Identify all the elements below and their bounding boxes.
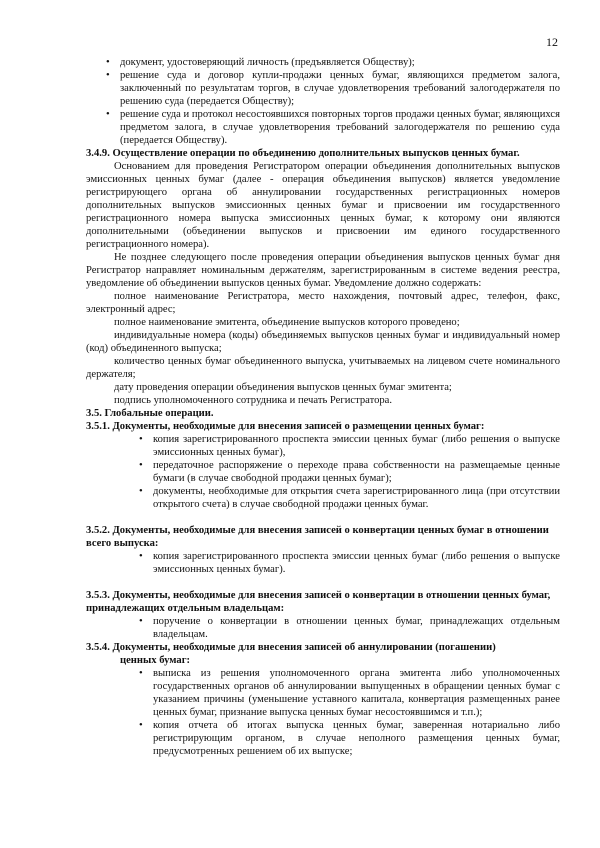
section-heading-3-5-2: 3.5.2. Документы, необходимые для внесения записей о конвертации ценных бумаг в отношении всего выпуска: (86, 525, 549, 549)
list-item: • выписка из решения уполномоченного органа эмитента либо уполномоченных государственных органов об аннулировании выпущенных в обращении ценных бумаг с указанием причины (уменьшение уставного капитала, конвертация размещенных ранее ценных бумаг, признание выпуска ценных бумаг несостоявшимся и т.п.); (139, 668, 560, 718)
list-item: • копия отчета об итогах выпуска ценных бумаг, заверенная нотариально либо регистрирующим органом, в случае неполного размещения ценных бумаг, предусмотренных решением об их выпуске; (139, 720, 560, 757)
bullet-icon: • (106, 70, 110, 81)
section-heading-3-5-3: 3.5.3. Документы, необходимые для внесения записей о конвертации в отношении ценных бумаг, принадлежащих отдельным владельцам: (86, 590, 551, 614)
page-content (86, 56, 560, 758)
bullet-icon: • (139, 720, 143, 731)
section-heading-3-5-4: 3.5.4. Документы, необходимые для внесения записей об аннулировании (погашении) (86, 642, 496, 653)
section-heading-3-5-1: 3.5.1. Документы, необходимые для внесения записей о размещении ценных бумаг: (86, 421, 485, 432)
notice-item: дату проведения операции объединения выпусков ценных бумаг эмитента; (114, 382, 452, 393)
section-heading-3-4-9: 3.4.9. Осуществление операции по объединению дополнительных выпусков ценных бумаг. (86, 148, 520, 159)
list-item: • решение суда и договор купли-продажи ценных бумаг, являющихся предметом залога, заключенный по результатам торгов, в случае удовлетворения требований залогодержателя по решению суда (передается Обществу); (106, 70, 560, 107)
bullet-icon: • (139, 616, 143, 627)
list-item: • копия зарегистрированного проспекта эмиссии ценных бумаг (либо решения о выпуске эмиссионных ценных бумаг), (139, 434, 560, 458)
bullet-icon: • (139, 668, 143, 679)
list-item: • документы, необходимые для открытия счета зарегистрированного лица (при отсутствии открытого счета) в случае свободной продажи ценных бумаг. (139, 486, 560, 510)
list-item: • поручение о конвертации в отношении ценных бумаг, принадлежащих отдельным владельцам. (139, 616, 560, 640)
bullet-icon: • (106, 57, 110, 68)
page-number: 12 (546, 35, 558, 49)
notice-item: подпись уполномоченного сотрудника и печать Регистратора. (114, 395, 393, 406)
notice-item: индивидуальные номера (коды) объединяемых выпусков ценных бумаг и индивидуальный номер (код) объединенного выпуска; (86, 330, 560, 354)
paragraph: Не позднее следующего после проведения операции объединения выпусков ценных бумаг дня Регистратор направляет номинальным держателям, зарегистрированным в системе ведения реестра, уведомление об объединении выпусков ценных бумаг. Уведомление должно содержать: (86, 252, 560, 289)
bullet-icon: • (139, 434, 143, 445)
notice-item: полное наименование Регистратора, место нахождения, почтовый адрес, телефон, факс, электронный адрес; (86, 291, 560, 315)
list-item: • копия зарегистрированного проспекта эмиссии ценных бумаг (либо решения о выпуске эмиссионных ценных бумаг). (139, 551, 560, 575)
list-item: • документ, удостоверяющий личность (предъявляется Обществу); (106, 57, 415, 68)
notice-item: полное наименование эмитента, объединение выпусков которого проведено; (114, 317, 460, 328)
paragraph: Основанием для проведения Регистратором операции объединения дополнительных выпусков эмиссионных ценных бумаг (далее - операция объединения выпусков) является уведомление регистрирующего органа об аннулировании государственных регистрационных номеров дополнительных выпусков эмиссионных ценных бумаг и присвоении им государственного регистрационного номера выпуска эмиссионных ценных бумаг, к которому они являются дополнительными (объединении выпусков и присвоении им единого государственного регистрационного номера). (86, 161, 560, 250)
bullet-icon: • (139, 486, 143, 497)
list-item: • решение суда и протокол несостоявшихся повторных торгов продажи ценных бумаг, являющихся предметом залога, в случае удовлетворения требований залогодержателя по решению суда (передается Обществу). (106, 109, 560, 146)
bullet-icon: • (106, 109, 110, 120)
notice-item: количество ценных бумаг объединенного выпуска, учитываемых на лицевом счете номинального держателя; (86, 356, 560, 380)
bullet-icon: • (139, 551, 143, 562)
section-heading-3-5-4-cont: ценных бумаг: (120, 655, 191, 666)
bullet-icon: • (139, 460, 143, 471)
list-item: • передаточное распоряжение о переходе права собственности на размещаемые ценные бумаги (в случае свободной продажи ценных бумаг); (139, 460, 560, 484)
section-heading-3-5: 3.5. Глобальные операции. (86, 408, 214, 419)
